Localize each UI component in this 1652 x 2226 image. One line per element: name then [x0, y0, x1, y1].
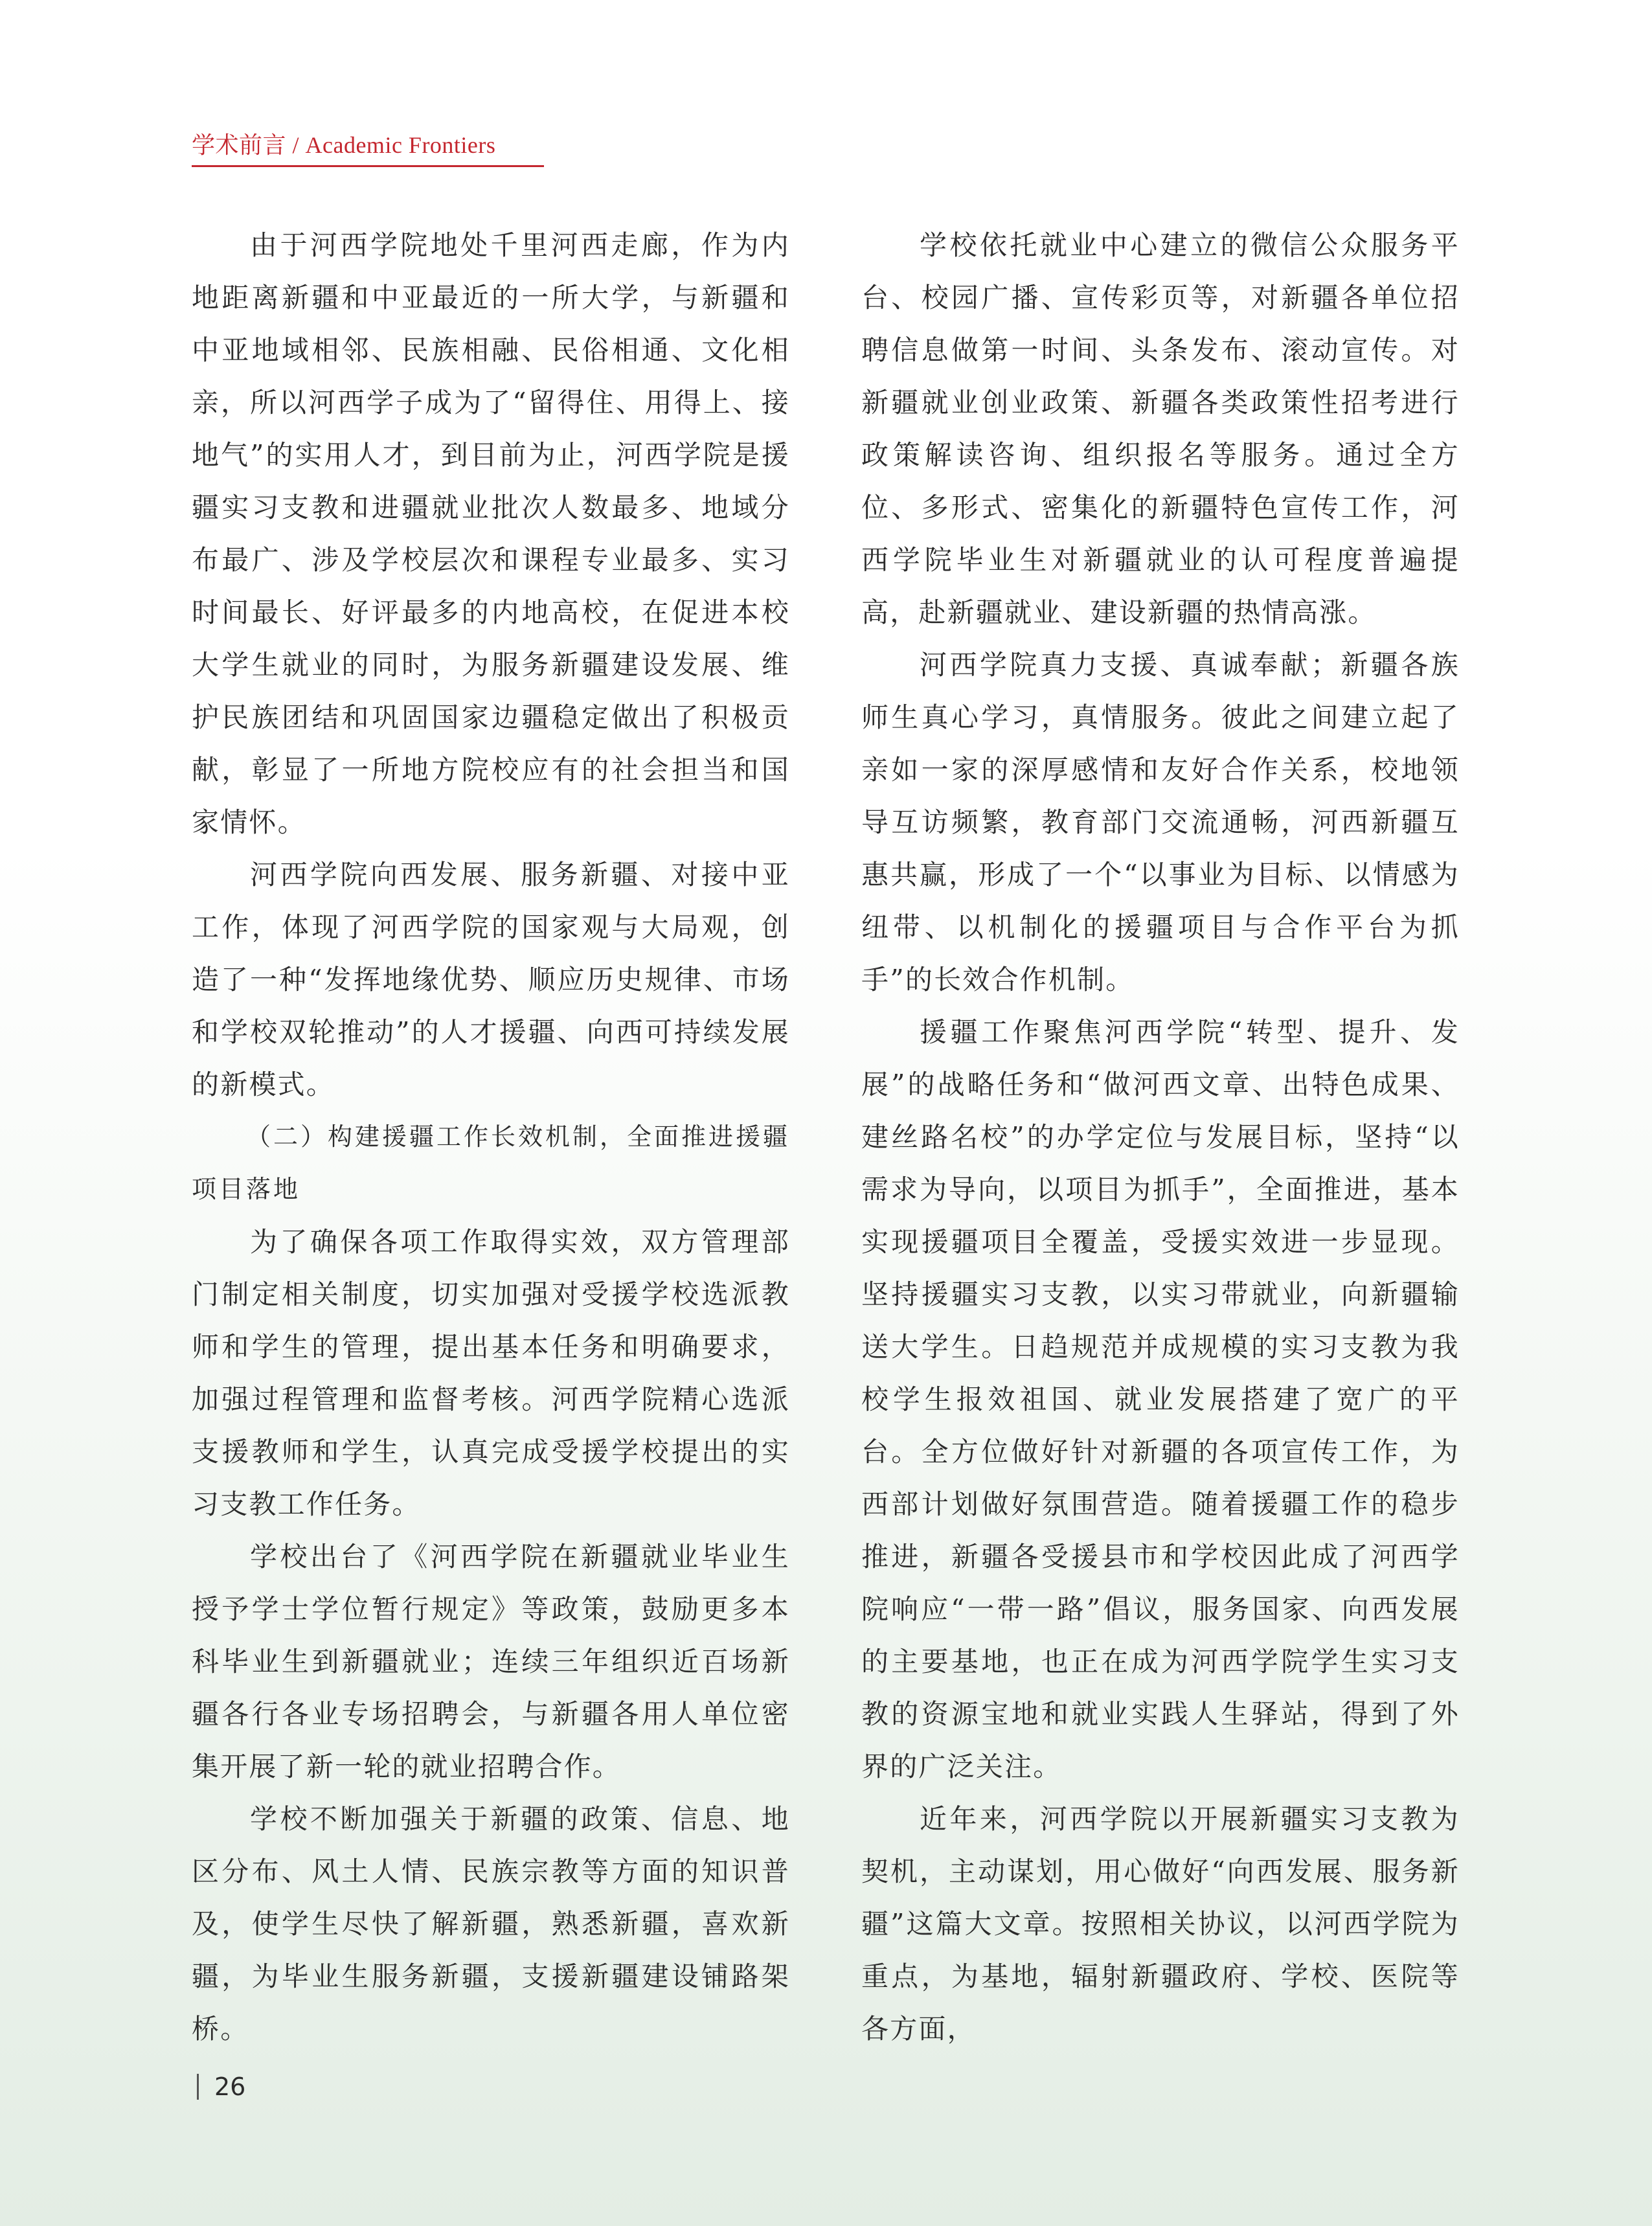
- paragraph: 学校出台了《河西学院在新疆就业毕业生授予学士学位暂行规定》等政策，鼓励更多本科毕业生到新疆就业；连续三年组织近百场新疆各行各业专场招聘会，与新疆各用人单位密集开展了新一轮的就业招聘合作。: [192, 1541, 790, 1782]
- page-number: 26: [214, 2073, 246, 2101]
- page-divider: [197, 2074, 199, 2100]
- page-footer: [197, 2073, 245, 2101]
- right-column: [861, 219, 1460, 2055]
- paragraph: 援疆工作聚焦河西学院“转型、提升、发展”的战略任务和“做河西文章、出特色成果、建丝路名校”的办学定位与发展目标，坚持“以需求为导向，以项目为抓手”，全面推进，基本实现援疆项目全覆盖，受援实效进一步显现。坚持援疆实习支教，以实习带就业，向新疆输送大学生。日趋规范并成规模的实习支教为我校学生报效祖国、就业发展搭建了宽广的平台。全方位做好针对新疆的各项宣传工作，为西部计划做好氛围营造。随着援疆工作的稳步推进，新疆各受援县市和学校因此成了河西学院响应“一带一路”倡议，服务国家、向西发展的主要基地，也正在成为河西学院学生实习支教的资源宝地和就业实践人生驿站，得到了外界的广泛关注。: [861, 1016, 1460, 1782]
- paragraph: 近年来，河西学院以开展新疆实习支教为契机，主动谋划，用心做好“向西发展、服务新疆”这篇大文章。按照相关协议，以河西学院为重点，为基地，辐射新疆政府、学校、医院等各方面，: [861, 1803, 1460, 2045]
- subheading: （二）构建援疆工作长效机制，全面推进援疆项目落地: [192, 1122, 791, 1203]
- running-header: [192, 127, 544, 167]
- paragraph: 由于河西学院地处千里河西走廊，作为内地距离新疆和中亚最近的一所大学，与新疆和中亚地域相邻、民族相融、民俗相通、文化相亲，所以河西学子成为了“留得住、用得上、接地气”的实用人才，到目前为止，河西学院是援疆实习支教和进疆就业批次人数最多、地域分布最广、涉及学校层次和课程专业最多、实习时间最长、好评最多的内地高校，在促进本校大学生就业的同时，为服务新疆建设发展、维护民族团结和巩固国家边疆稳定做出了积极贡献，彰显了一所地方院校应有的社会担当和国家情怀。: [192, 229, 790, 838]
- left-column: [192, 219, 790, 2055]
- section-title: 学术前言 / Academic Frontiers: [192, 132, 496, 158]
- paragraph: 学校依托就业中心建立的微信公众服务平台、校园广播、宣传彩页等，对新疆各单位招聘信息做第一时间、头条发布、滚动宣传。对新疆就业创业政策、新疆各类政策性招考进行政策解读咨询、组织报名等服务。通过全方位、多形式、密集化的新疆特色宣传工作，河西学院毕业生对新疆就业的认可程度普遍提高，赴新疆就业、建设新疆的热情高涨。: [861, 229, 1460, 628]
- paragraph: 河西学院真力支援、真诚奉献；新疆各族师生真心学习，真情服务。彼此之间建立起了亲如一家的深厚感情和友好合作关系，校地领导互访频繁，教育部门交流通畅，河西新疆互惠共赢，形成了一个“以事业为目标、以情感为纽带、以机制化的援疆项目与合作平台为抓手”的长效合作机制。: [861, 649, 1460, 995]
- paragraph: 学校不断加强关于新疆的政策、信息、地区分布、风土人情、民族宗教等方面的知识普及，使学生尽快了解新疆，熟悉新疆，喜欢新疆，为毕业生服务新疆，支援新疆建设铺路架桥。: [192, 1803, 790, 2045]
- paragraph: 河西学院向西发展、服务新疆、对接中亚工作，体现了河西学院的国家观与大局观，创造了一种“发挥地缘优势、顺应历史规律、市场和学校双轮推动”的人才援疆、向西可持续发展的新模式。: [192, 859, 790, 1100]
- paragraph: 为了确保各项工作取得实效，双方管理部门制定相关制度，切实加强对受援学校选派教师和学生的管理，提出基本任务和明确要求，加强过程管理和监督考核。河西学院精心选派支援教师和学生，认真完成受援学校提出的实习支教工作任务。: [192, 1226, 790, 1520]
